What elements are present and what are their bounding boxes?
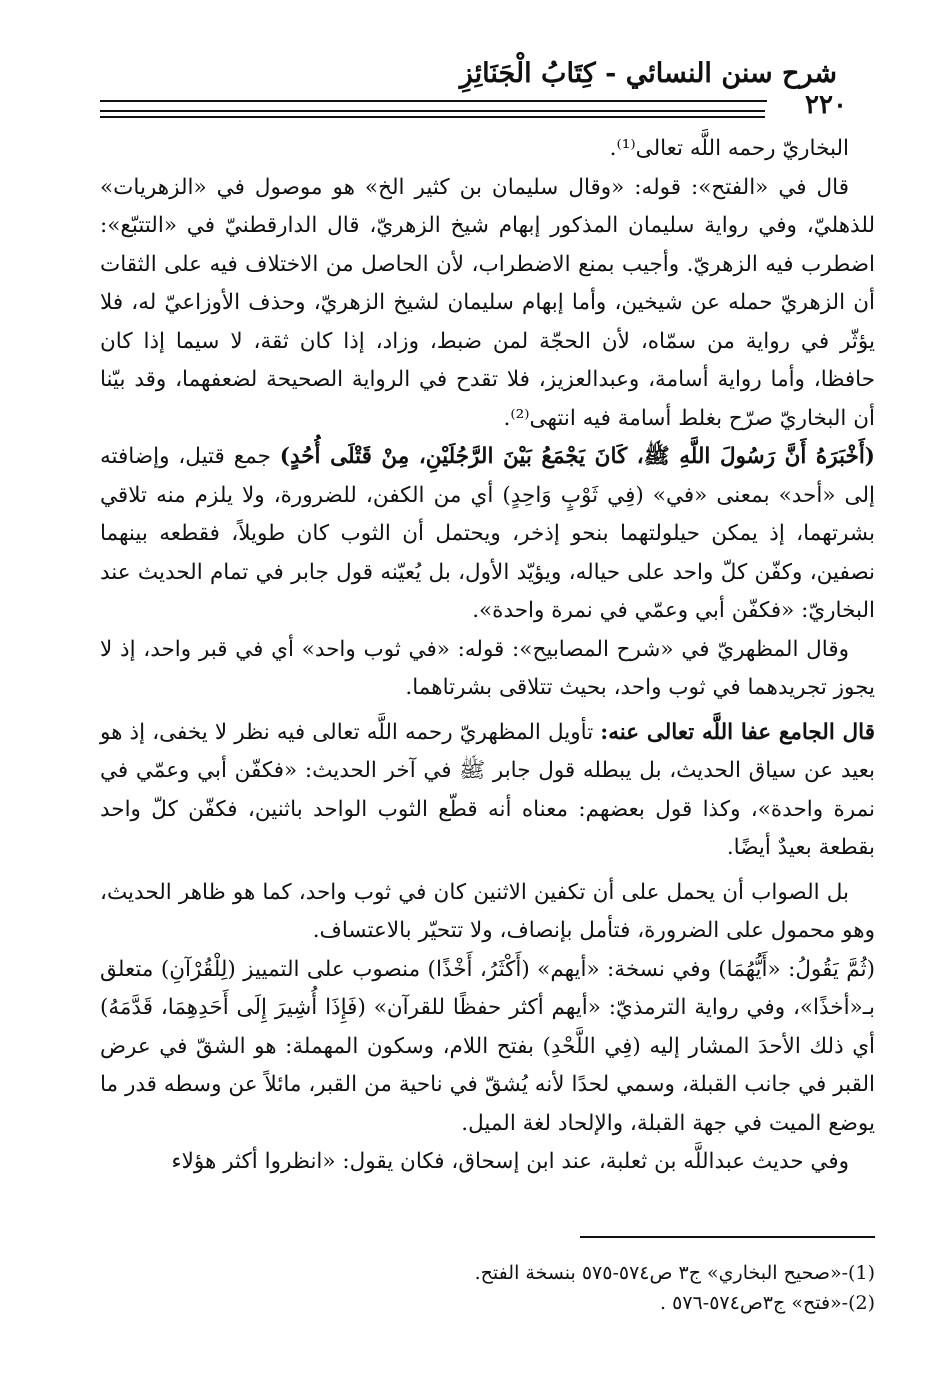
paragraph: البخاريّ رحمه اللَّه تعالى⁽¹⁾.	[609, 136, 849, 161]
paragraph: قال الجامع عفا اللَّه تعالى عنه: تأويل المظهريّ رحمه اللَّه تعالى فيه نظر لا يخفى، إذ هو بعيد عن سياق الحديث، بل يبطله قول جابر ﷺ في آخر الحديث: «فكفّن أبي وعمّي في نمرة واحدة»، وكذا قول بعضهم: معناه أنه قطّع الثوب الواحد باثنين، فكفّن كلّ واحد بقطعة بعيدٌ أيضًا.	[100, 719, 875, 860]
paragraph: (أَخْبَرَهُ أَنَّ رَسُولَ اللَّهِ ﷺ، كَانَ يَجْمَعُ بَيْنَ الرَّجُلَيْنِ، مِنْ قَتْلَى أُحُدٍ) جمع قتيل، وإضافته إلى «أحد» بمعنى «في» (فِي ثَوْبٍ وَاحِدٍ) أي من الكفن، للضرورة، ولا يلزم منه تلاقي بشرتهما، إذ يمكن حيلولتهما بنحو إذخر، ويحتمل أن الثوب كان طويلاً، فقطعه بينهما نصفين، وكفّن كلّ واحد على حياله، ويؤيّد الأول، بل يُعيّنه قول جابر في تمام الحديث عند البخاريّ: «فكفّن أبي وعمّي في نمرة واحدة».	[100, 444, 875, 623]
footnotes	[100, 1258, 875, 1318]
paragraph: بل الصواب أن يحمل على أن تكفين الاثنين كان في ثوب واحد، كما هو ظاهر الحديث، وهو محمول على الضرورة، فتأمل بإنصاف، ولا تتحيّر بالاعتساف.	[100, 879, 875, 943]
header-rule-double-bottom	[100, 116, 765, 118]
paragraph: قال في «الفتح»: قوله: «وقال سليمان بن كثير الخ» هو موصول في «الزهريات» للذهليّ، وفي رواية سليمان المذكور إبهام شيخ الزهريّ، قال الدارقطنيّ في «التتبّع»: اضطرب فيه الزهريّ. وأجيب بمنع الاضطراب، لأن الحاصل من الاختلاف فيه على الثقات أن الزهريّ حمله عن شيخين، وأما إبهام سليمان لشيخ الزهريّ، وحذف الأوزاعيّ له، فلا يؤثّر في رواية من سمّاه، لأن الحجّة لمن ضبط، وزاد، إذا كان ثقة، لا سيما إذا كان حافظا، وأما رواية أسامة، وعبدالعزيز، فلا تقدح في الرواية الصحيحة لضعفهما، وقد بيّنا أن البخاريّ صرّح بغلط أسامة فيه انتهى⁽²⁾.	[100, 174, 875, 431]
hadith-quote: (أَخْبَرَهُ أَنَّ رَسُولَ اللَّهِ ﷺ، كَانَ يَجْمَعُ بَيْنَ الرَّجُلَيْنِ، مِنْ قَتْلَى أُحُدٍ)	[279, 444, 875, 469]
footnote: (2)-«فتح» ج٣ص٥٧٤-٥٧٦ .	[660, 1292, 875, 1314]
running-title: شرح سنن النسائي - كِتَابُ الْجَنَائِزِ	[459, 58, 837, 89]
footnote: (1)-«صحيح البخاري» ج٣ ص٥٧٤-٥٧٥ بنسخة الفتح.	[474, 1262, 875, 1284]
paragraph: وقال المظهريّ في «شرح المصابيح»: قوله: «في ثوب واحد» أي في قبر واحد، إذ لا يجوز تجريدهما في ثوب واحد، بحيث تتلاقى بشرتاهما.	[100, 636, 875, 700]
footnote-separator	[580, 1236, 875, 1238]
author-note-lead: قال الجامع عفا اللَّه تعالى عنه:	[600, 719, 875, 745]
header-rule-double-top	[100, 110, 765, 112]
main-text	[100, 130, 875, 1182]
paragraph: وفي حديث عبداللَّه بن ثعلبة، عند ابن إسحاق، فكان يقول: «انظروا أكثر هؤلاء	[171, 1149, 849, 1174]
paragraph: (ثُمَّ يَقُولُ: «أَيُّهُمَا) وفي نسخة: «أيهم» (أَكْثَرُ، أَخْذًا) منصوب على التمييز (لِلْقُرْآنِ) متعلق بـ«أخذًا»، وفي رواية الترمذيّ: «أيهم أكثر حفظًا للقرآن» (فَإِذَا أُشِيرَ إِلَى أَحَدِهِمَا، قَدَّمَهُ) أي ذلك الأحدَ المشار إليه (فِي اللَّحْدِ) بفتح اللام، وسكون المهملة: هو الشقّ في عرض القبر في جانب القبلة، وسمي لحدًا لأنه يُشقّ في ناحية من القبر، مائلاً عن وسطه قدر ما يوضع الميت في جهة القبلة، والإلحاد لغة الميل.	[100, 956, 875, 1136]
page-number: ٢٢٠	[767, 90, 885, 120]
